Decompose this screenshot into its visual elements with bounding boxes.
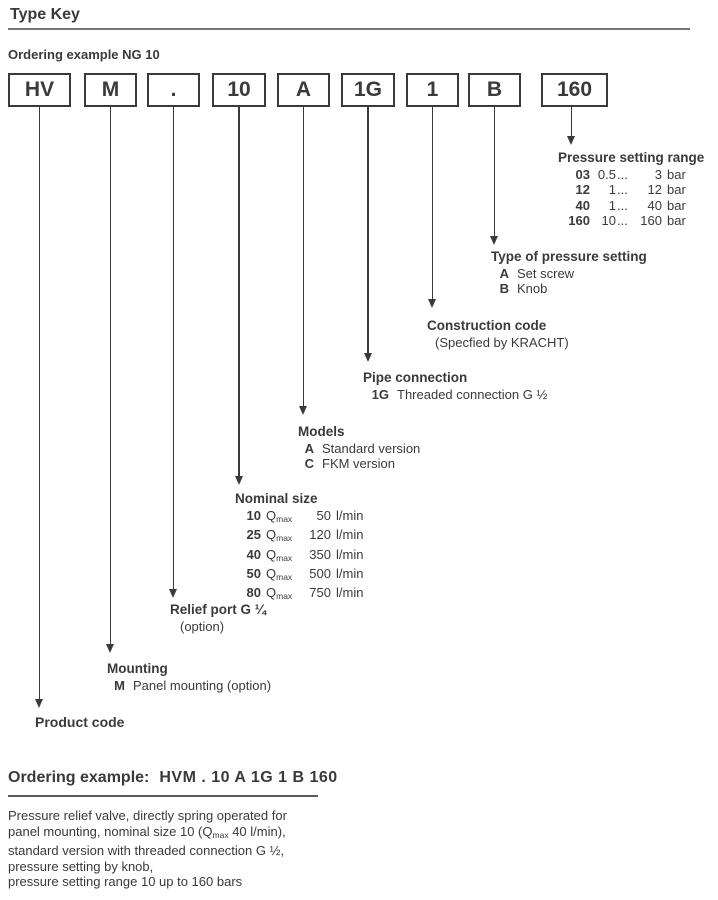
type-code-box-1g: 1G <box>341 73 395 107</box>
section-heading: Pipe connection <box>363 370 468 385</box>
list-item <box>363 387 547 402</box>
range-code: 160 <box>568 212 590 228</box>
item-code: 1G <box>371 387 389 402</box>
section-pressure-setting-range <box>558 150 704 228</box>
list-item <box>298 441 420 456</box>
description-line: pressure setting by knob, <box>8 858 154 874</box>
arrowhead <box>169 589 177 598</box>
list-item <box>298 456 420 471</box>
section-pipe-connection <box>363 370 547 402</box>
arrowhead <box>35 699 43 708</box>
arrowhead <box>235 476 243 485</box>
section-construction-code <box>427 318 569 350</box>
section-heading: Product code <box>35 714 125 730</box>
section-heading: Type of pressure setting <box>491 249 647 264</box>
section-heading: Relief port G ¼ <box>170 602 267 617</box>
type-code-box-160: 160 <box>541 73 608 107</box>
type-code-box-hv: HV <box>8 73 71 107</box>
item-code: M <box>114 678 125 693</box>
item-code: A <box>499 266 509 281</box>
item-code: B <box>499 281 509 297</box>
item-label: Panel mounting (option) <box>133 678 272 693</box>
arrowhead <box>106 644 114 653</box>
item-label: Knob <box>517 281 548 297</box>
description-line: Pressure relief valve, directly spring operated for <box>8 808 287 823</box>
ordering-example-heading <box>8 769 338 787</box>
table-row: 10 $Q_{max}$ 50 l/min <box>235 508 363 527</box>
description-line: standard version with threaded connection G ½, <box>8 843 285 859</box>
size-code: 50 <box>246 565 261 581</box>
arrow-b <box>494 106 496 237</box>
range-code: 12 <box>575 182 590 198</box>
table-row: 80 $Q_{max}$ 750 l/min <box>235 585 363 604</box>
ordering-example-label: Ordering example NG 10 <box>8 47 160 62</box>
section-type-of-pressure-setting <box>491 249 647 297</box>
section-mounting <box>107 661 271 693</box>
arrowhead <box>428 299 436 308</box>
arrowhead <box>490 236 498 245</box>
qmax-symbol: $Q_{max}$ <box>266 527 293 544</box>
section-note: (Specfied by KRACHT) <box>435 335 569 350</box>
size-code: 80 <box>246 585 261 601</box>
type-code-box-dot: . <box>147 73 200 107</box>
type-code-box-m: M <box>84 73 137 107</box>
table-row: 160 10 ... 160 bar <box>558 213 704 228</box>
size-code: 10 <box>246 508 261 523</box>
section-nominal-size <box>235 491 363 604</box>
item-label: Set screw <box>517 266 575 281</box>
arrowhead <box>567 136 575 145</box>
item-code: C <box>304 456 314 472</box>
description-line: pressure setting range 10 up to 160 bars <box>8 874 243 890</box>
section-heading: Models <box>298 424 345 439</box>
ordering-example-description <box>8 808 287 890</box>
size-code: 40 <box>246 546 261 562</box>
qmax-symbol: $Q_{max}$ <box>266 546 293 563</box>
section-note: (option) <box>180 619 225 634</box>
ordering-example-code: HVM . 10 A 1G 1 B 160 <box>159 769 338 786</box>
arrow-m <box>110 106 112 645</box>
section-heading: Construction code <box>427 318 547 333</box>
section-models <box>298 424 420 472</box>
list-item <box>107 678 271 693</box>
arrowhead <box>364 353 372 362</box>
ordering-example-divider <box>8 795 318 797</box>
description-line: panel mounting, nominal size 10 ($Q_{max}$ 40 l/min), <box>8 823 286 840</box>
arrow-1 <box>432 106 434 300</box>
type-code-box-a: A <box>277 73 330 107</box>
section-product-code <box>35 714 124 731</box>
item-code: A <box>304 441 314 456</box>
table-row: 50 $Q_{max}$ 500 l/min <box>235 566 363 585</box>
arrow-hv <box>39 106 41 700</box>
size-code: 25 <box>246 527 261 543</box>
qmax-symbol: $Q_{max}$ <box>266 508 293 524</box>
arrow-a <box>303 106 305 407</box>
range-code: 40 <box>575 197 590 213</box>
table-row: 03 0.5 ... 3 bar <box>558 167 704 182</box>
arrow-10 <box>238 106 240 477</box>
list-item <box>491 266 647 281</box>
ordering-example-heading-label: Ordering example: <box>8 769 150 786</box>
table-row: 40 1 ... 40 bar <box>558 198 704 213</box>
arrow-160 <box>571 106 573 137</box>
page-title: Type Key <box>10 6 80 23</box>
list-item <box>491 281 647 296</box>
qmax-symbol: $Q_{max}$ <box>266 585 293 602</box>
section-relief-port <box>170 602 266 634</box>
section-heading: Mounting <box>107 661 168 676</box>
item-label: Standard version <box>322 441 421 456</box>
type-code-box-b: B <box>468 73 521 107</box>
table-row: 12 1 ... 12 bar <box>558 182 704 197</box>
arrow-dot <box>173 106 175 590</box>
type-code-box-1: 1 <box>406 73 459 107</box>
item-label: FKM version <box>322 456 395 472</box>
section-heading: Nominal size <box>235 491 318 506</box>
table-row: 25 $Q_{max}$ 120 l/min <box>235 527 363 546</box>
arrow-1g <box>367 106 369 354</box>
qmax-symbol: $Q_{max}$ <box>266 565 293 582</box>
type-code-box-10: 10 <box>212 73 266 107</box>
table-row: 40 $Q_{max}$ 350 l/min <box>235 547 363 566</box>
arrowhead <box>299 406 307 415</box>
section-heading: Pressure setting range <box>558 150 705 165</box>
item-label: Threaded connection G ½ <box>397 387 548 402</box>
range-code: 03 <box>575 167 590 182</box>
header-divider <box>8 28 690 30</box>
